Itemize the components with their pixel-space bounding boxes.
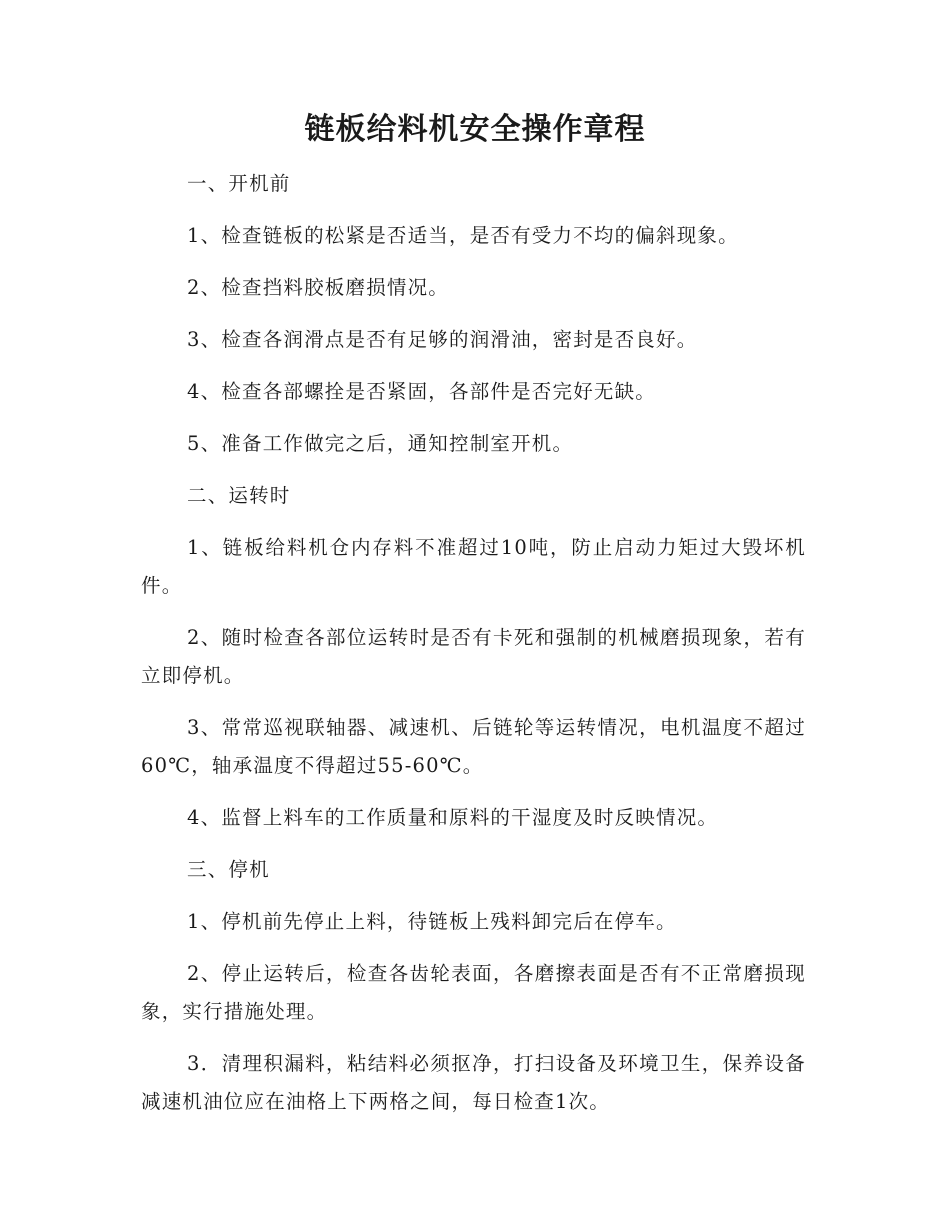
paragraph: 1、链板给料机仓内存料不准超过10吨，防止启动力矩过大毁坏机件。 [141, 536, 806, 597]
section-heading-shutdown: 三、停机 [187, 858, 270, 881]
paragraph: 5、准备工作做完之后，通知控制室开机。 [187, 432, 574, 455]
section-heading-before-start: 一、开机前 [187, 172, 291, 195]
paragraph: 3．清理积漏料，粘结料必须抠净，打扫设备及环境卫生，保养设备减速机油位应在油格上下两格之间，每日检查1次。 [141, 1052, 806, 1113]
paragraph: 2、停止运转后，检查各齿轮表面，各磨擦表面是否有不正常磨损现象，实行措施处理。 [141, 962, 806, 1023]
document-title: 链板给料机安全操作章程 [304, 112, 646, 147]
paragraph: 4、检查各部螺拴是否紧固，各部件是否完好无缺。 [187, 380, 657, 403]
paragraph: 2、随时检查各部位运转时是否有卡死和强制的机械磨损现象，若有立即停机。 [141, 626, 806, 687]
paragraph: 2、检查挡料胶板磨损情况。 [187, 276, 450, 299]
paragraph: 1、检查链板的松紧是否适当，是否有受力不均的偏斜现象。 [187, 224, 739, 247]
paragraph: 3、检查各润滑点是否有足够的润滑油，密封是否良好。 [187, 328, 698, 351]
paragraph: 1、停机前先停止上料，待链板上残料卸完后在停车。 [187, 910, 677, 933]
paragraph: 4、监督上料车的工作质量和原料的干湿度及时反映情况。 [187, 806, 719, 829]
section-heading-running: 二、运转时 [187, 484, 291, 507]
document-body [141, 165, 806, 1135]
paragraph: 3、常常巡视联轴器、减速机、后链轮等运转情况，电机温度不超过60℃，轴承温度不得超过55-60℃。 [141, 716, 806, 777]
